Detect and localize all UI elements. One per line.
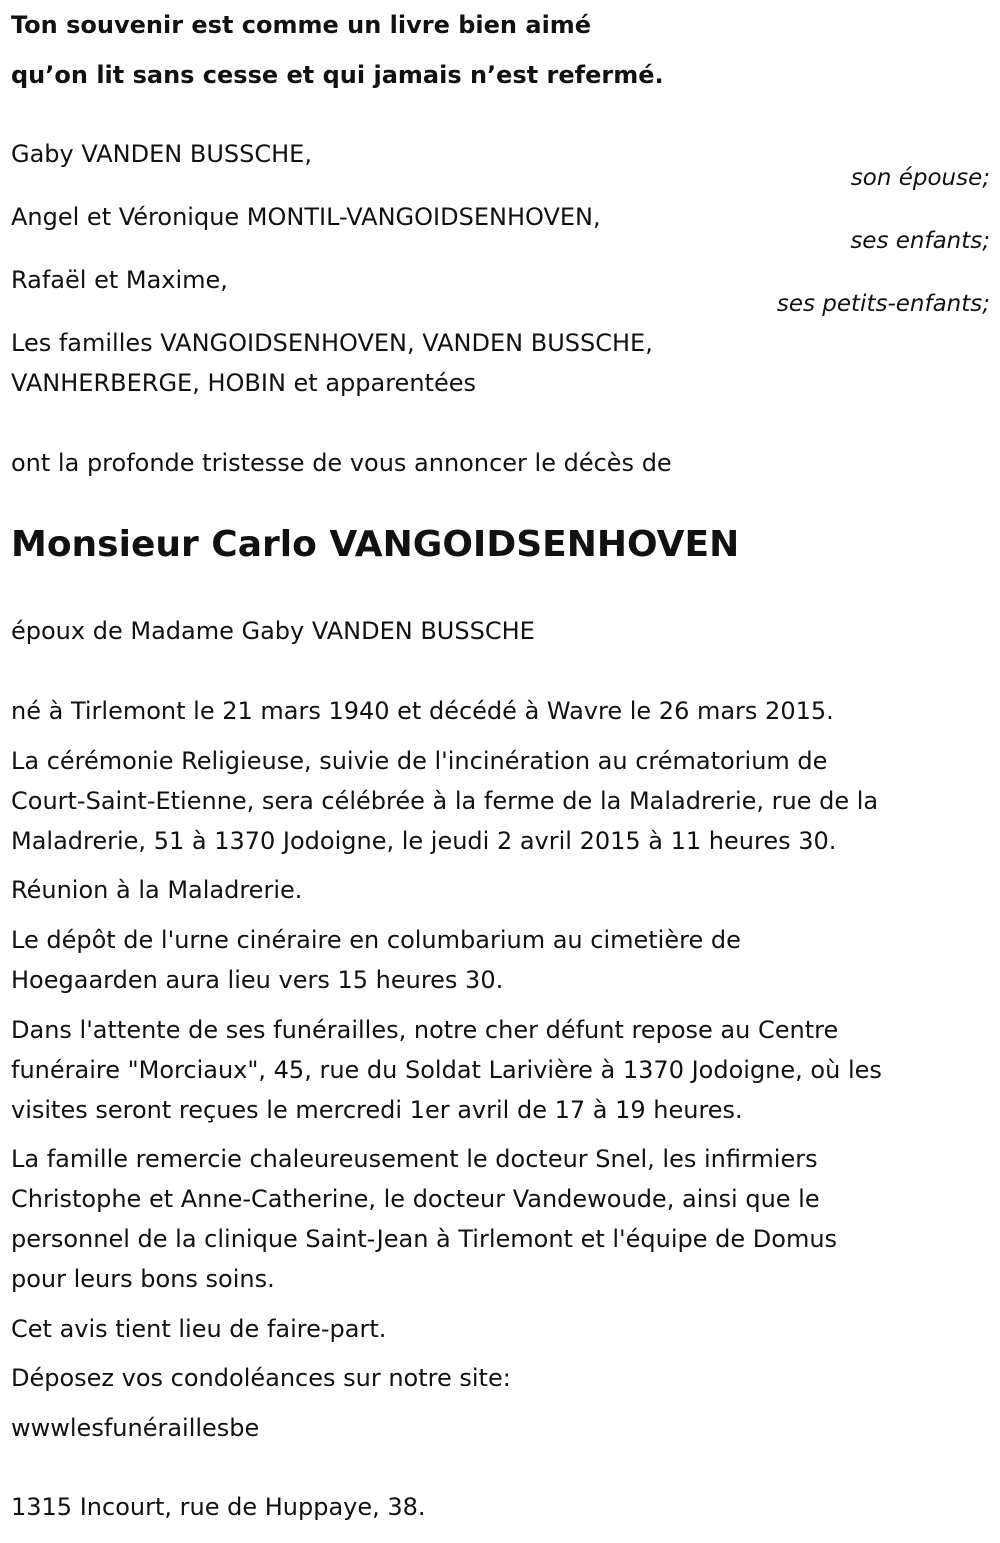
condolences-site-link[interactable]: wwwlesfunéraillesbe: [11, 1414, 260, 1442]
urn-line-2: Hoegaarden aura lieu vers 15 heures 30.: [11, 966, 504, 994]
thanks-line-2: Christophe et Anne-Catherine, le docteur Vandewoude, ainsi que le: [11, 1185, 820, 1213]
children-role: ses enfants;: [850, 228, 990, 254]
announcement: ont la profonde tristesse de vous annoncer le décès de: [11, 449, 672, 477]
visits-line-1: Dans l'attente de ses funérailles, notre cher défunt repose au Centre: [11, 1016, 839, 1044]
grandchildren-role: ses petits-enfants;: [776, 291, 990, 317]
spouse-role: son épouse;: [850, 165, 990, 191]
condolences-label: Déposez vos condoléances sur notre site:: [11, 1364, 511, 1392]
urn-line-1: Le dépôt de l'urne cinéraire en columbarium au cimetière de: [11, 926, 741, 954]
ceremony-line-2: Court-Saint-Etienne, sera célébrée à la ferme de la Maladrerie, rue de la: [11, 787, 879, 815]
quote-line-1: Ton souvenir est comme un livre bien aimé: [11, 11, 592, 39]
families-line-1: Les familles VANGOIDSENHOVEN, VANDEN BUSSCHE,: [11, 329, 653, 357]
grandchildren-name: Rafaël et Maxime,: [11, 266, 228, 294]
spouse-name: Gaby VANDEN BUSSCHE,: [11, 140, 312, 168]
deceased-name: Monsieur Carlo VANGOIDSENHOVEN: [11, 524, 740, 565]
visits-line-2: funéraire "Morciaux", 45, rue du Soldat Larivière à 1370 Jodoigne, où les: [11, 1056, 882, 1084]
ceremony-line-3: Maladrerie, 51 à 1370 Jodoigne, le jeudi 2 avril 2015 à 11 heures 30.: [11, 827, 837, 855]
families-line-2: VANHERBERGE, HOBIN et apparentées: [11, 369, 476, 397]
reunion: Réunion à la Maladrerie.: [11, 876, 303, 904]
quote-line-2: qu’on lit sans cesse et qui jamais n’est refermé.: [11, 61, 664, 89]
children-name: Angel et Véronique MONTIL-VANGOIDSENHOVEN,: [11, 203, 601, 231]
thanks-line-1: La famille remercie chaleureusement le docteur Snel, les infirmiers: [11, 1145, 818, 1173]
visits-line-3: visites seront reçues le mercredi 1er avril de 17 à 19 heures.: [11, 1096, 743, 1124]
spouse-of: époux de Madame Gaby VANDEN BUSSCHE: [11, 617, 535, 645]
birth-death: né à Tirlemont le 21 mars 1940 et décédé à Wavre le 26 mars 2015.: [11, 697, 834, 725]
thanks-line-4: pour leurs bons soins.: [11, 1265, 275, 1293]
ceremony-line-1: La cérémonie Religieuse, suivie de l'incinération au crématorium de: [11, 747, 828, 775]
notice: Cet avis tient lieu de faire-part.: [11, 1315, 387, 1343]
address: 1315 Incourt, rue de Huppaye, 38.: [11, 1493, 426, 1521]
thanks-line-3: personnel de la clinique Saint-Jean à Tirlemont et l'équipe de Domus: [11, 1225, 838, 1253]
